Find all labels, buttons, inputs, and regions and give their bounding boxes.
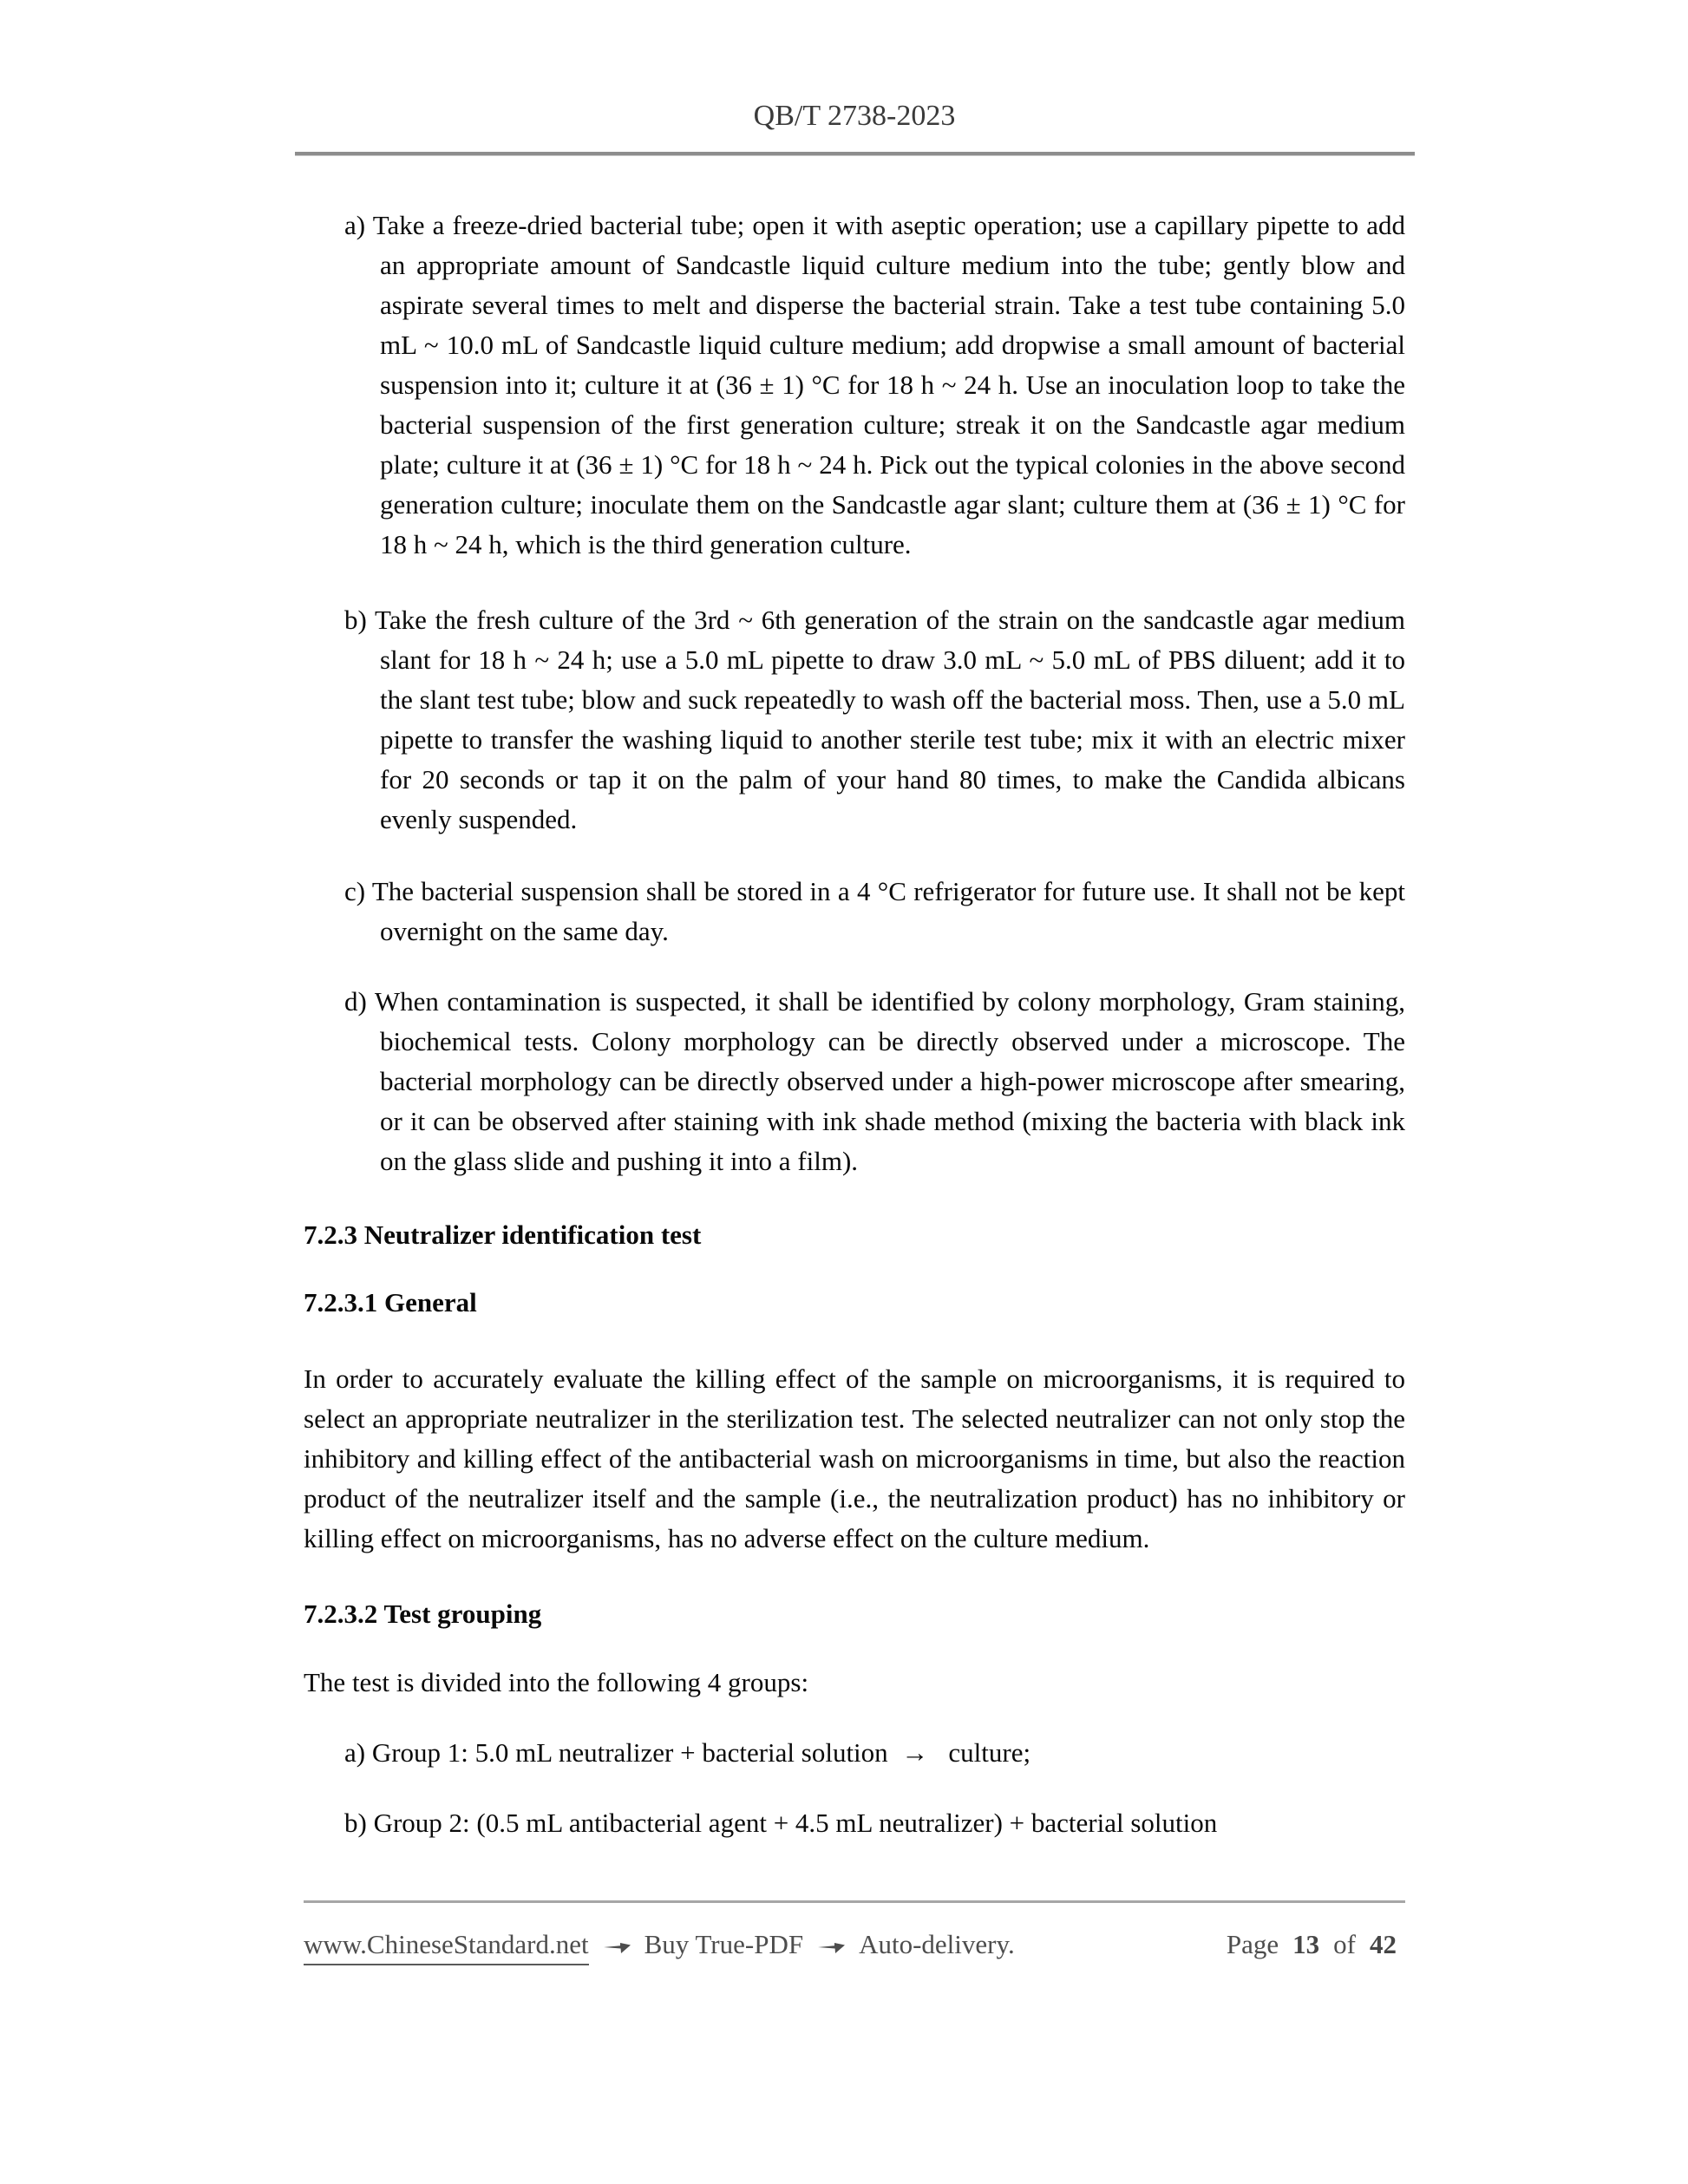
footer-row bbox=[304, 1926, 1405, 1965]
header-divider bbox=[295, 152, 1415, 156]
test-group-item-a bbox=[304, 1733, 1405, 1773]
footer-delivery-label: Auto-delivery. bbox=[859, 1929, 1015, 1959]
page-footer bbox=[304, 1900, 1405, 1965]
list-text: Group 2: (0.5 mL antibacterial agent + 4.5 mL neutralizer) + bacterial solution bbox=[373, 1808, 1218, 1838]
footer-divider bbox=[304, 1900, 1405, 1903]
procedure-step-b bbox=[304, 600, 1405, 840]
list-text: Take a freeze-dried bacterial tube; open it with aseptic operation; use a capillary pipette to add an appropriate amount of Sandcastle liquid culture medium into the tube; gently blow and aspirate several times to melt and disperse the bacterial strain. Take a test tube containing 5.0 mL ~ 10.0 mL of Sandcastle liquid culture medium; add dropwise a small amount of bacterial suspension into it; culture it at (36 ± 1) °C for 18 h ~ 24 h. Use an inoculation loop to take the bacterial suspension of the first generation culture; streak it on the Sandcastle agar medium plate; culture it at (36 ± 1) °C for 18 h ~ 24 h. Pick out the typical colonies in the above second generation culture; inoculate them on the Sandcastle agar slant; culture them at (36 ± 1) °C for 18 h ~ 24 h, which is the third generation culture. bbox=[372, 210, 1405, 559]
procedure-step-a bbox=[304, 206, 1405, 565]
test-group-item-b bbox=[304, 1803, 1405, 1843]
paragraph-general: In order to accurately evaluate the killing effect of the sample on microorganisms, it is required to select an appropriate neutralizer in the sterilization test. The selected neutralizer can not only stop the inhibitory and killing effect of the antibacterial wash on microorganisms in time, but also the reaction product of the neutralizer itself and the sample (i.e., the neutralization product) has no inhibitory or killing effect on microorganisms, has no adverse effect on the culture medium. bbox=[304, 1363, 1405, 1553]
list-marker: a) bbox=[344, 210, 366, 240]
list-marker: c) bbox=[344, 876, 366, 906]
list-marker: b) bbox=[344, 605, 367, 635]
list-text: Take the fresh culture of the 3rd ~ 6th generation of the strain on the sandcastle agar medium slant for 18 h ~ 24 h; use a 5.0 mL pipette to draw 3.0 mL ~ 5.0 mL of PBS diluent; add it to the slant test tube; blow and suck repeatedly to wash off the bacterial moss. Then, use a 5.0 mL pipette to transfer the washing liquid to another sterile test tube; mix it with an electric mixer for 20 seconds or tap it on the palm of your hand 80 times, to make the Candida albicans evenly suspended. bbox=[375, 605, 1405, 834]
section-heading-7-2-3-1: 7.2.3.1 General bbox=[304, 1287, 477, 1318]
right-arrow-icon bbox=[602, 1935, 631, 1956]
page-total: 42 bbox=[1370, 1929, 1397, 1959]
list-text: Group 1: 5.0 mL neutralizer + bacterial solution → culture; bbox=[371, 1737, 1031, 1768]
website-link[interactable]: www.ChineseStandard.net bbox=[304, 1926, 589, 1965]
procedure-step-d bbox=[304, 982, 1405, 1181]
page-indicator bbox=[1227, 1926, 1397, 1964]
paragraph-grouping-intro: The test is divided into the following 4 groups: bbox=[304, 1667, 809, 1697]
page-content bbox=[304, 0, 1405, 1965]
list-marker: a) bbox=[344, 1737, 366, 1768]
list-marker: b) bbox=[344, 1808, 367, 1838]
list-text: When contamination is suspected, it shall be identified by colony morphology, Gram staining, biochemical tests. Colony morphology can be directly observed under a microscope. The bacterial morphology can be directly observed under a high-power microscope after smearing, or it can be observed after staining with ink shade method (mixing the bacteria with black ink on the glass slide and pushing it into a film). bbox=[374, 986, 1405, 1176]
right-arrow-icon bbox=[816, 1935, 846, 1956]
footer-buy-label: Buy True-PDF bbox=[644, 1929, 804, 1959]
section-heading-7-2-3-2: 7.2.3.2 Test grouping bbox=[304, 1599, 542, 1629]
list-text: The bacterial suspension shall be stored in a 4 °C refrigerator for future use. It shall not be kept overnight on the same day. bbox=[371, 876, 1405, 946]
of-label: of bbox=[1333, 1929, 1356, 1959]
procedure-step-c bbox=[304, 872, 1405, 951]
standard-code: QB/T 2738-2023 bbox=[753, 100, 956, 132]
section-heading-7-2-3: 7.2.3 Neutralizer identification test bbox=[304, 1220, 702, 1250]
page-number: 13 bbox=[1292, 1929, 1320, 1959]
list-marker: d) bbox=[344, 986, 367, 1017]
page-label: Page bbox=[1226, 1929, 1279, 1959]
doc-header bbox=[304, 97, 1405, 135]
footer-left bbox=[304, 1926, 1015, 1965]
